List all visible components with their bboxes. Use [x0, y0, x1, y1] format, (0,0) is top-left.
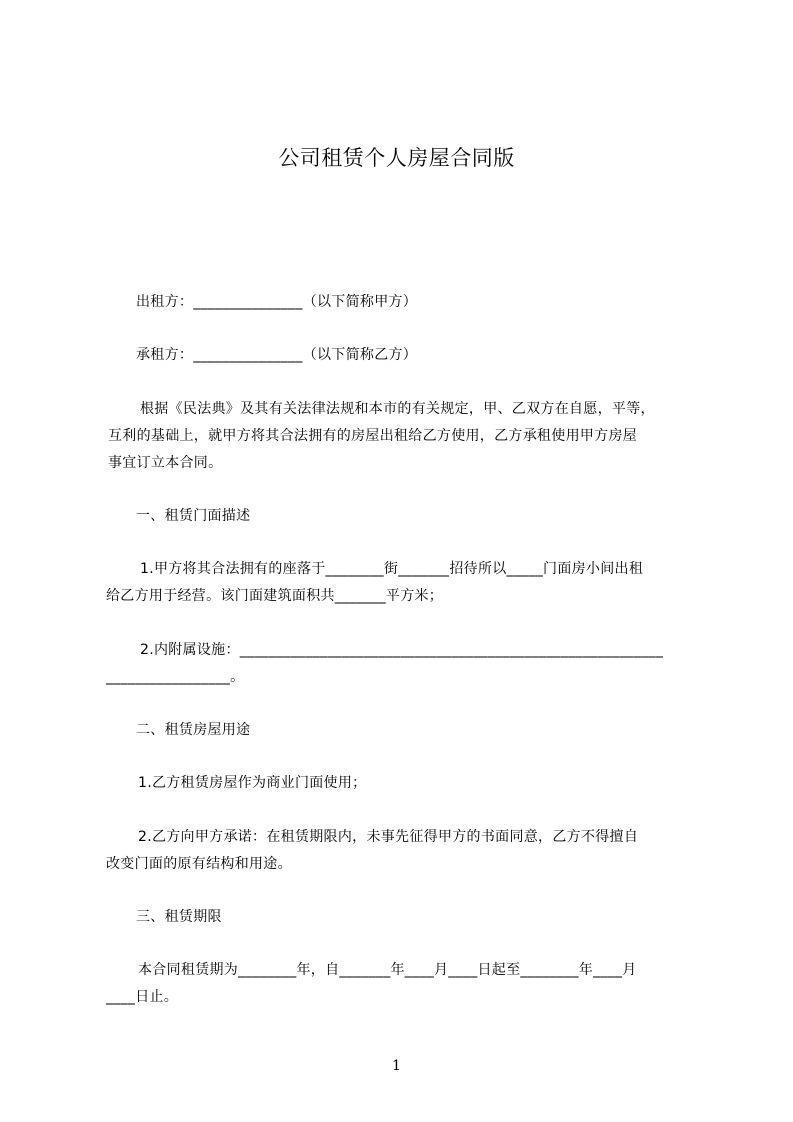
lessor-line: 出租方：_______________（以下简称甲方）: [136, 294, 418, 310]
section-3-term-line-2: ____日止。: [106, 989, 179, 1005]
section-3-heading: 三、租赁期限: [136, 909, 222, 925]
section-2-item-2-line-1: 2.乙方向甲方承诺：在租赁期限内，未事先征得甲方的书面同意，乙方不得擅自: [138, 829, 639, 845]
page-number: 1: [392, 1058, 401, 1074]
section-3-term-line-1: 本合同租赁期为________年，自_______年____月____日起至________年____月: [138, 962, 637, 978]
section-1-item-2-line-2: _________________。: [106, 669, 245, 685]
section-1-heading: 一、租赁门面描述: [136, 508, 251, 524]
section-2-item-1: 1.乙方租赁房屋作为商业门面使用；: [138, 775, 367, 791]
section-1-item-1-line-1: 1.甲方将其合法拥有的座落于________街_______招待所以_____门面房小间出租: [140, 561, 644, 577]
lessee-line: 承租方：_______________（以下简称乙方）: [136, 347, 418, 363]
preamble-line-2: 互利的基础上，就甲方将其合法拥有的房屋出租给乙方使用，乙方承租使用甲方房屋: [108, 428, 638, 444]
section-2-item-2-line-2: 改变门面的原有结构和用途。: [106, 856, 292, 872]
preamble-line-3: 事宜订立本合同。: [108, 455, 223, 471]
document-title: 公司租赁个人房屋合同版: [278, 146, 515, 170]
section-1-item-1-line-2: 给乙方用于经营。该门面建筑面积共_______平方米；: [106, 588, 444, 604]
section-2-heading: 二、租赁房屋用途: [136, 722, 251, 738]
preamble-line-1: 根据《民法典》及其有关法律法规和本市的有关规定，甲、乙双方在自愿，平等，: [140, 401, 655, 417]
section-1-item-2-line-1: 2.内附属设施：__________________________________________________________: [140, 642, 664, 658]
